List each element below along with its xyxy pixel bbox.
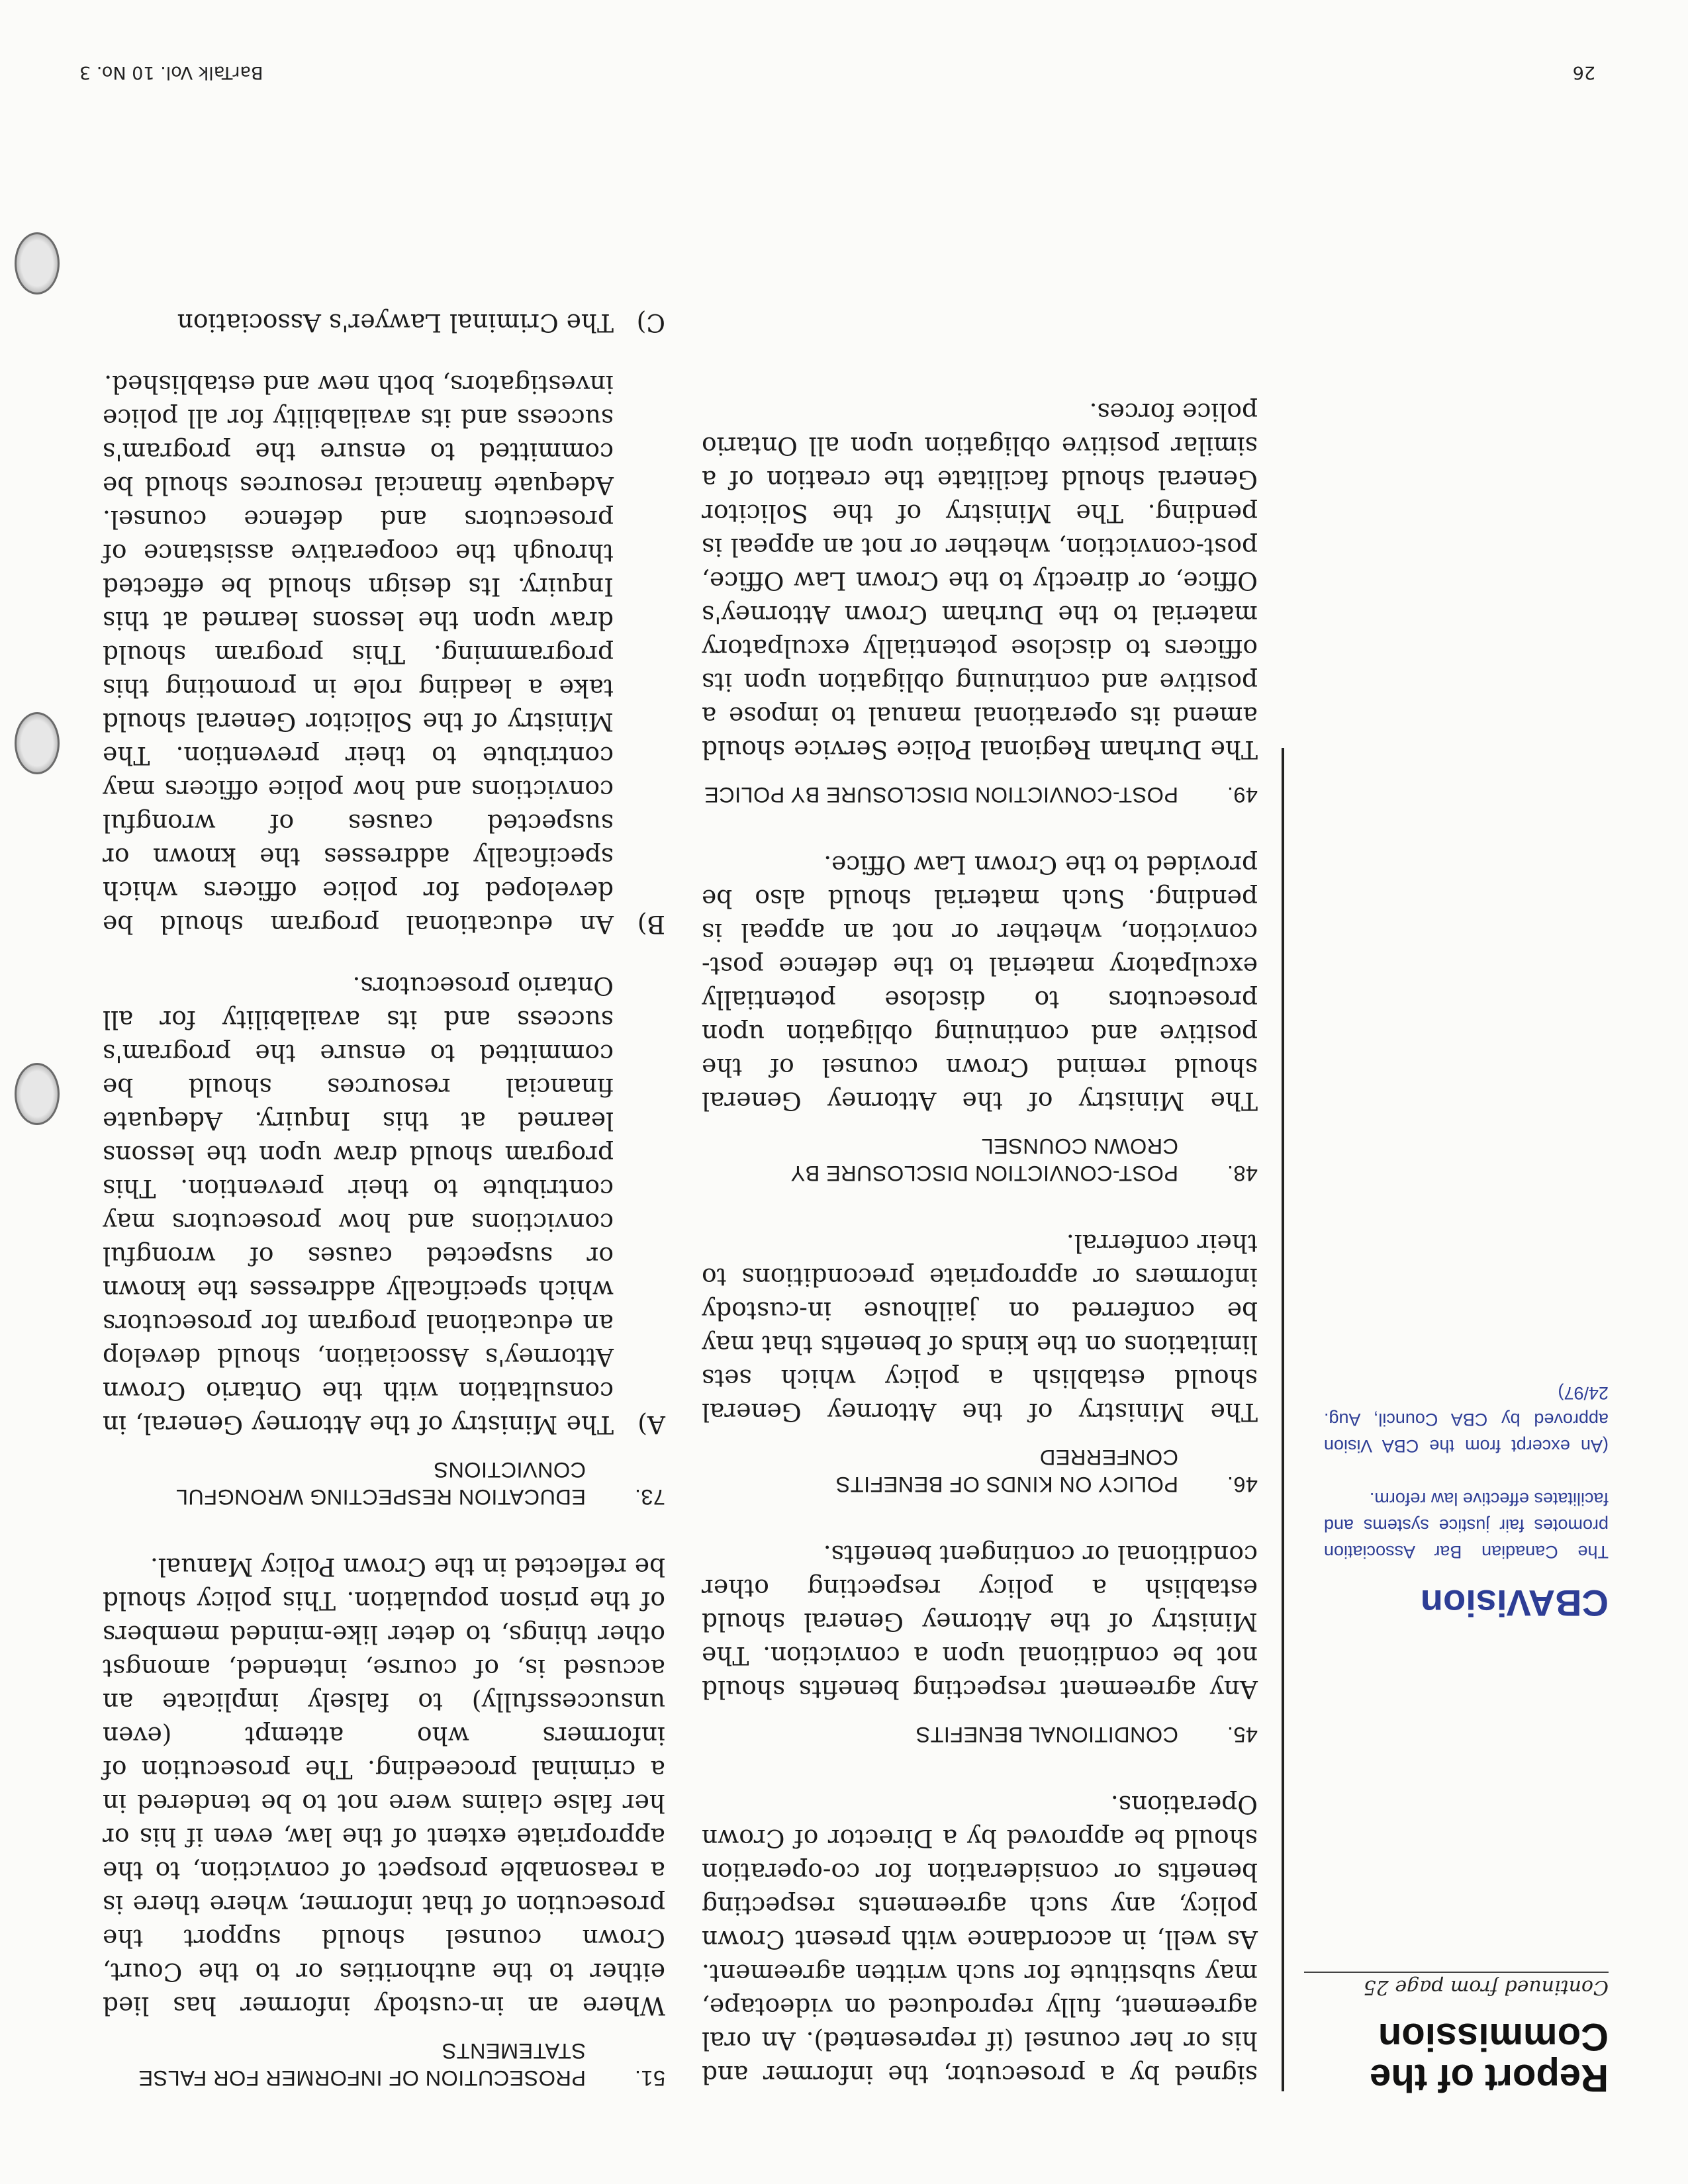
section-49-heading xyxy=(702,781,1258,808)
continued-note: Continued from page 25 xyxy=(1304,1972,1609,1999)
section-73-heading xyxy=(103,1456,665,1510)
cba-vision-box xyxy=(1324,1353,1609,1565)
section-number: 49. xyxy=(1227,783,1258,807)
cba-excerpt-note: (An excerpt from the CBA Vision approved by CBA Council, Aug. 24/97) xyxy=(1324,1383,1609,1456)
section-48-text: The Ministry of the Attorney General should remind Crown counsel of the positive and continuing obligation upon prosecutors to disclose potentially exculpatory material to the defence post-conviction, whether or not an appeal is pending. Such material should also be provided to the Crown Law Office. xyxy=(702,850,1258,1116)
section-45-heading xyxy=(702,1721,1258,1748)
section-number: 51. xyxy=(634,2066,665,2090)
section-title: POST-CONVICTION DISCLOSURE BY POLICE xyxy=(704,783,1178,807)
section-number: 45. xyxy=(1227,1723,1258,1747)
sidebar-divider xyxy=(1282,748,1284,2091)
column-left xyxy=(702,355,1258,2091)
section-51-heading xyxy=(103,2037,665,2091)
section-title: EDUCATION RESPECTING WRONGFUL CONVICTIONS xyxy=(176,1458,586,1509)
section-title: PROSECUTION OF INFORMER FOR FALSE STATEMENTS xyxy=(138,2039,586,2090)
list-item xyxy=(103,367,665,941)
section-number: 73. xyxy=(634,1485,665,1509)
list-text: An educational program should be developed for police officers which specifically addresses the known or suspected causes of wrongful convictions and how police officers may contribute to their prevention. The Ministry of the Solicitor General should take a leading role in promoting this programming. This program should draw upon the lessons learned at this Inquiry. Its design should be effected through the cooperative assistance of prosecutors and defence counsel. Adequate financial resources should be committed to ensure the program's success and its availability for all police investigators, both new and established. xyxy=(103,370,614,939)
list-text: The Ministry of the Attorney General, in consultation with the Ontario Crown Attorney's Association, should develop an educational program for prosecutors which specifically addresses the known or suspected causes of wrongful convictions and how prosecutors may contribute to their prevention. This program should draw upon the lessons learned at this Inquiry. Adequate financial resources should be committed to ensure the program's success and its availability for all Ontario prosecutors. xyxy=(103,972,614,1439)
issue-label: BarTalk Vol. 10 No. 3 xyxy=(79,62,263,83)
cba-description: The Canadian Bar Association promotes fair justice systems and facilitates effective law reform. xyxy=(1324,1489,1609,1562)
section-49-text: The Durham Regional Police Service should amend its operational manual to impose a positive and continuing obligation upon its officers to disclose potentially exculpatory material to the Durham Crown Attorney's Office, or directly to the Crown Law Office, post-conviction, whether or not an appeal is pending. The Ministry of the Solicitor General should facilitate the creation of a similar positive obligation upon all Ontario police forces. xyxy=(702,398,1258,764)
section-46-heading xyxy=(702,1443,1258,1498)
section-number: 46. xyxy=(1227,1473,1258,1496)
section-title: POST-CONVICTION DISCLOSURE BY CROWN COUNSEL xyxy=(790,1134,1178,1185)
list-text: The Criminal Lawyer's Association xyxy=(177,308,614,338)
section-45-text: Any agreement respecting benefits should not be conditional upon a conviction. The Ministry of the Attorney General should establish a policy respecting other conditional or contingent benefits. xyxy=(702,1540,1258,1704)
section-title: POLICY ON KINDS OF BENEFITS CONFERRED xyxy=(835,1445,1178,1496)
section-51-text: Where an in-custody informer has lied either to the authorities or to the Court, Crown counsel should support the prosecution of that informer, where there is a reasonable prospect of conviction, to the appropriate extent of the law, even if his or her false claims were not to be tendered in a criminal proceeding. The prosecution of informers who attempt (even unsuccessfully) to falsely implicate an accused is, of course, intended, amongst other things, to deter like-minded members of the prison population. This policy should be reflected in the Crown Policy Manual. xyxy=(103,1553,665,2021)
binder-hole xyxy=(15,712,60,774)
list-letter: B) xyxy=(637,910,665,939)
column-right xyxy=(103,278,665,2091)
section-title: CONDITIONAL BENEFITS xyxy=(915,1723,1178,1747)
list-letter: C) xyxy=(636,308,665,338)
report-title: Report of the Commission xyxy=(1370,2015,1609,2099)
binder-hole xyxy=(15,232,60,295)
binder-hole xyxy=(15,1063,60,1125)
cba-vision-title: CBAVision xyxy=(1420,1582,1609,1624)
list-item xyxy=(103,969,665,1441)
intro-paragraph: signed by a prosecutor, the informer and his or her counsel (if represented). An oral agreement, fully reproduced on videotape, may substitute for such written agreement. As well, in accordance with present Crown policy, any such agreements respecting benefits or consideration for co-operation should be approved by a Director of Crown Operations. xyxy=(702,1790,1258,2089)
list-item xyxy=(103,306,665,340)
section-46-text: The Ministry of the Attorney General should establish a policy which sets limitations on the kinds of benefits that may be conferred on jailhouse in-custody informers or appropriate preconditions to their conferral. xyxy=(702,1229,1258,1427)
section-48-heading xyxy=(702,1132,1258,1187)
list-letter: A) xyxy=(637,1410,665,1439)
section-number: 48. xyxy=(1227,1161,1258,1185)
page-number: 26 xyxy=(1572,62,1595,83)
